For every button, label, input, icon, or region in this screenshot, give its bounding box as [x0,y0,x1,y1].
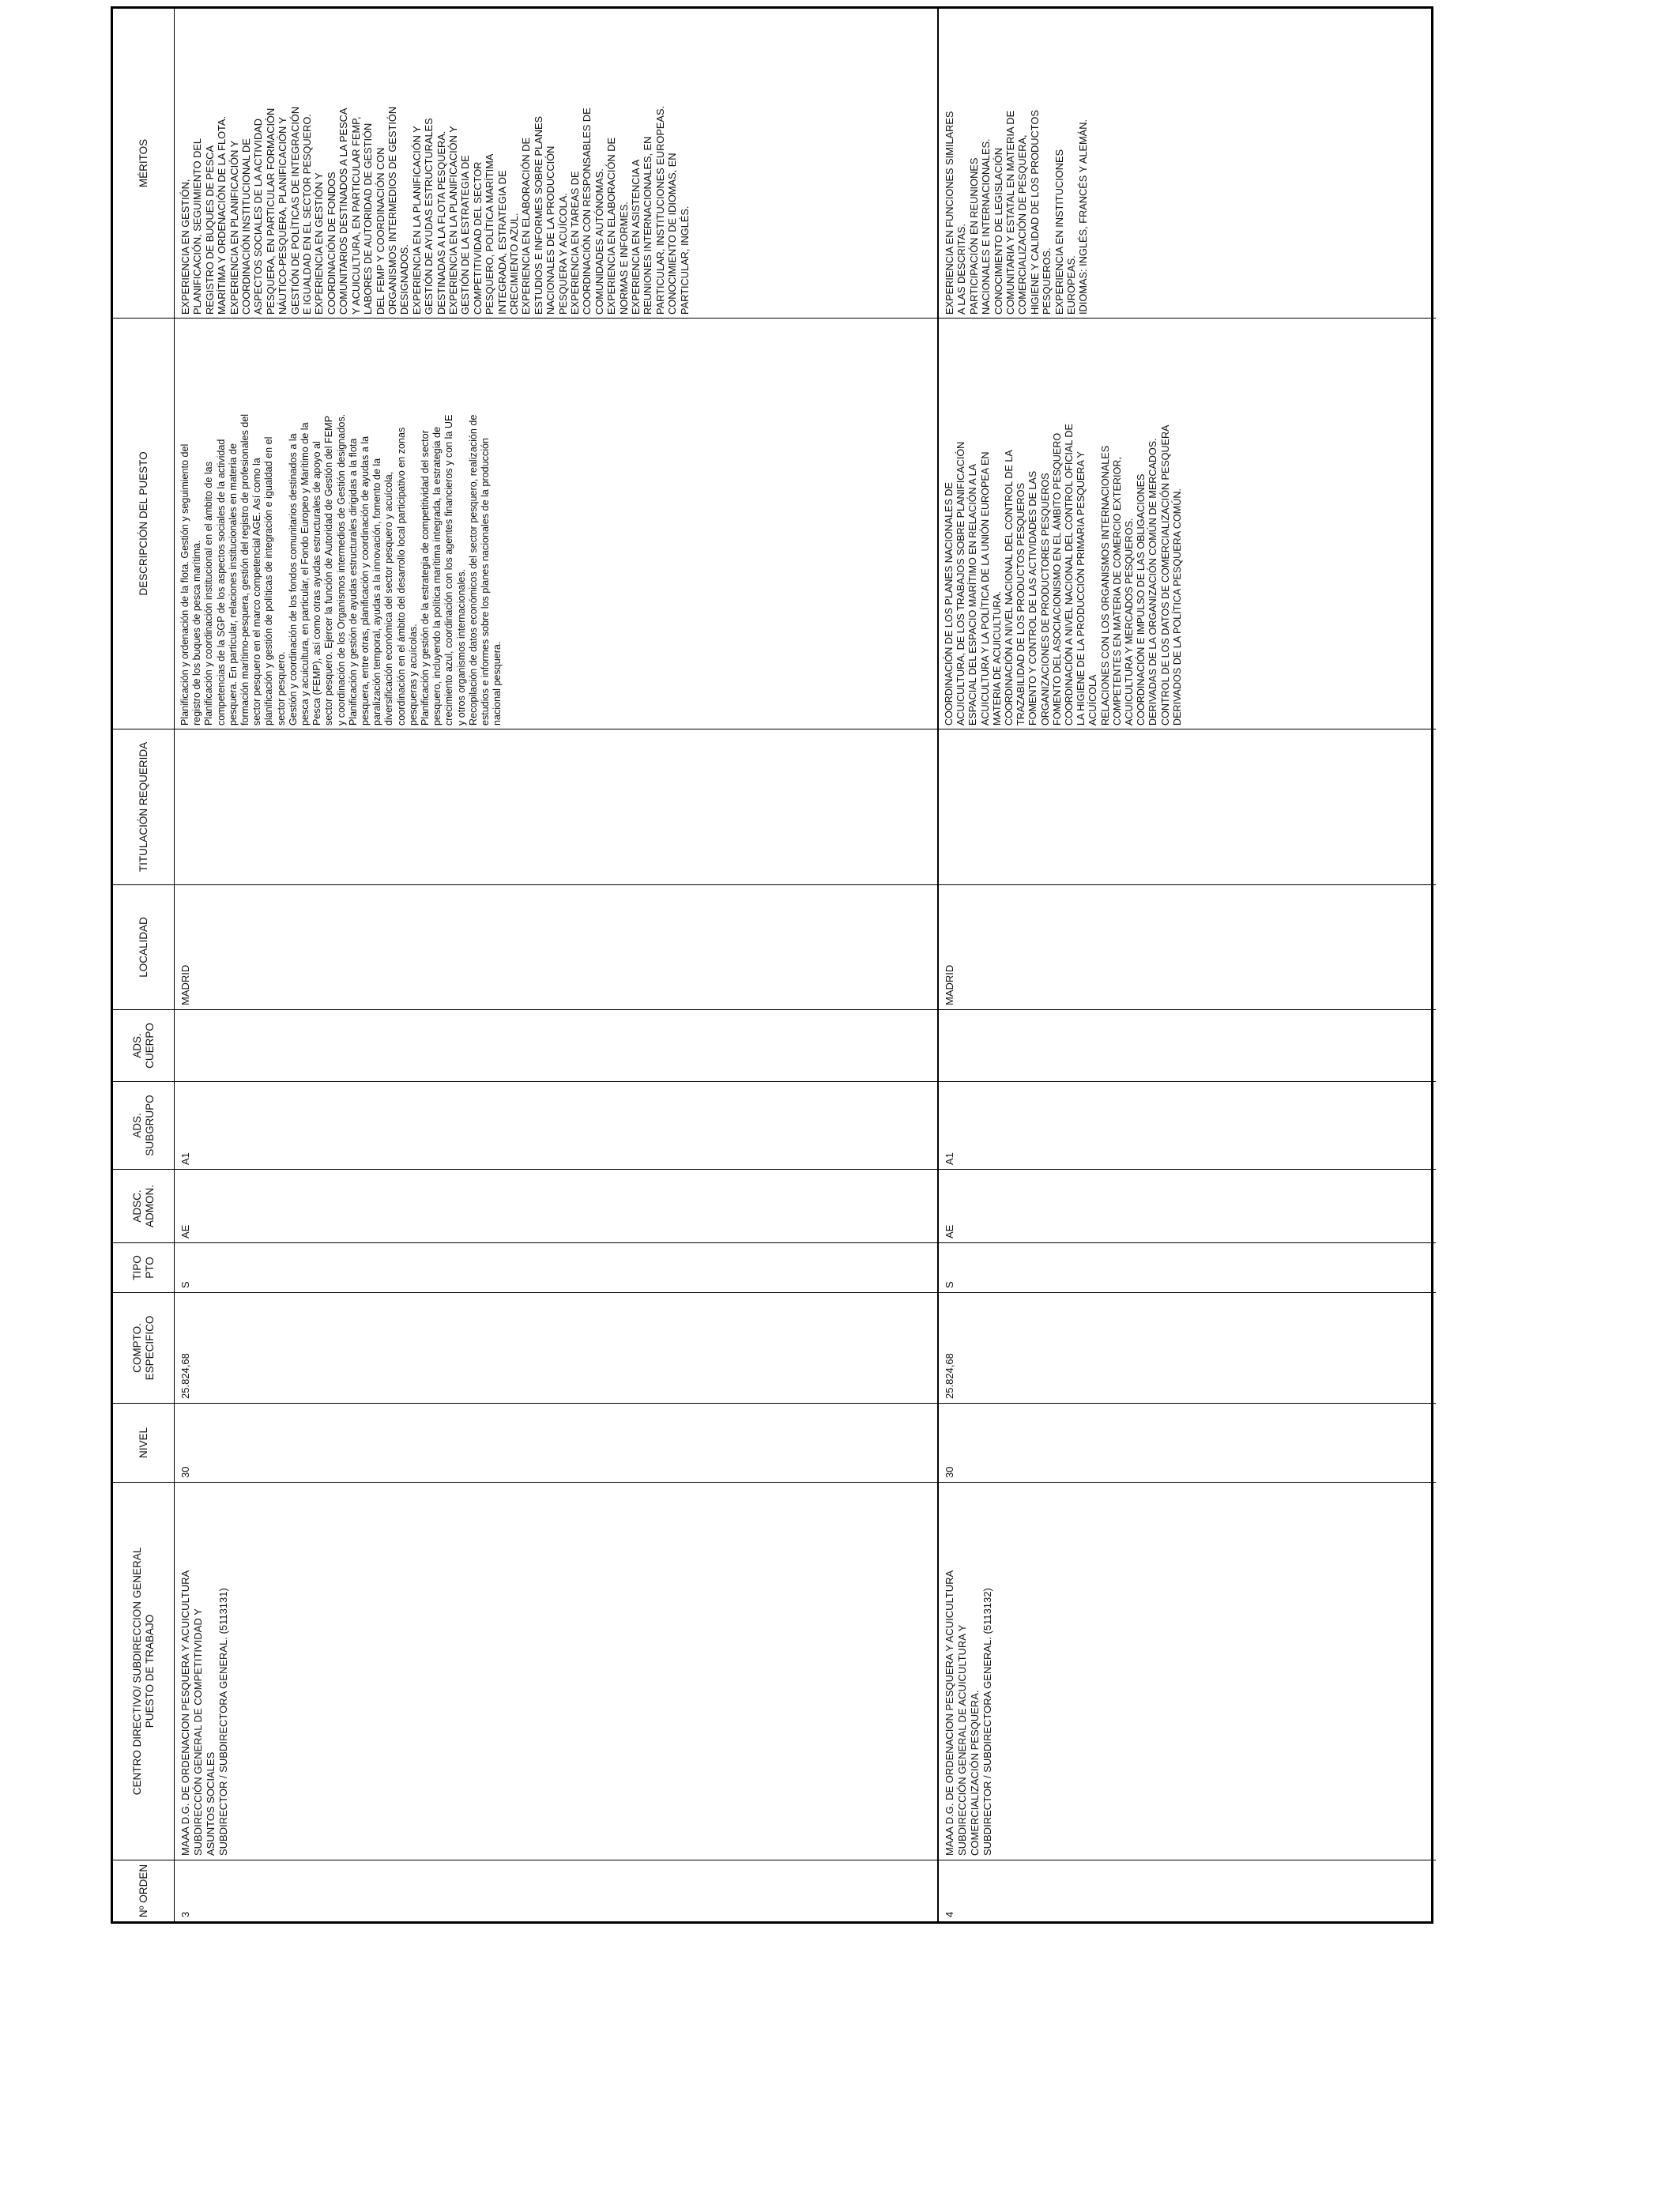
row-4-compto: 25.824,68 [939,1292,1436,1403]
header-compto: COMPTO. ESPECIFICO [113,1292,175,1403]
positions-table [111,6,1433,1924]
row-4-meritos: EXPERIENCIA EN FUNCIONES SIMILARES A LAS DESCRITAS. PARTICIPACIÓN EN REUNIONES NACIONALES E INTERNACIONALES. CONOCIMIENTO DE LEGISLACIÓN COMUNITARIA Y ESTATAL EN MATERIA DE COMERCIALIZACIÓN DE PESQUERA, HIGIENE Y CALIDAD DE LOS PRODUCTOS PESQUEROS. EXPERIENCIA EN INSTITUCIONES EUROPEAS. IDIOMAS: INGLÉS, FRANCÉS Y ALEMÁN. [944,110,1090,315]
row-4-localidad: MADRID [939,884,1436,1009]
header-descripcion: DESCRIPCIÓN DEL PUESTO [113,318,175,729]
row-3-meritos: EXPERIENCIA EN GESTIÓN, PLANIFICACIÓN, SEGUIMIENTO DEL REGISTRO DE BUQUES DE PESCA MARÍTIMA Y ORDENACIÓN DE LA FLOTA. EXPERIENCIA EN PLANIFICACIÓN Y COORDINACIÓN INSTITUCIONAL DE ASPECTOS SOCIALES DE LA ACTIVIDAD PESQUERA, EN PARTICULAR FORMACIÓN NÁUTICO-PESQUERA, PLANIFICACIÓN Y GESTIÓN DE POLÍTICAS DE INTEGRACIÓN E IGUALDAD EN EL SECTOR PESQUERO. EXPERIENCIA EN GESTIÓN Y COORDINACIÓN DE FONDOS COMUNITARIOS DESTINADOS A LA PESCA Y ACUICULTURA, EN PARTICULAR FEMP, LABORES DE AUTORIDAD DE GESTIÓN DEL FEMP Y COORDINACIÓN CON ORGANISMOS INTERMEDIOS DE GESTIÓN DESIGNADOS. EXPERIENCIA EN LA PLANIFICACIÓN Y GESTIÓN DE AYUDAS ESTRUCTURALES DESTINADAS A LA FLOTA PESQUERA. EXPERIENCIA EN LA PLANIFICACIÓN Y GESTIÓN DE LA ESTRATEGIA DE COMPETITIVIDAD DEL SECTOR PESQUERO, POLÍTICA MARÍTIMA INTEGRADA, ESTRATEGIA DE CRECIMIENTO AZUL. EXPERIENCIA EN ELABORACIÓN DE ESTUDIOS E INFORMES SOBRE PLANES NACIONALES DE LA PRODUCCIÓN PESQUERA Y ACUÍCOLA. EXPERIENCIA EN TAREAS DE COORDINACIÓN CON RESPONSABLES DE COMUNIDADES AUTÓNOMAS. EXPERIENCIA EN ELABORACIÓN DE NORMAS E INFORMES. EXPERIENCIA EN ASISTENCIA A REUNIONES INTERNACIONALES, EN PARTICULAR, INSTITUCIONES EUROPEAS. CONOCIMIENTO DE IDIOMAS, EN PARTICULAR, INGLÉS. [175,9,939,318]
row-4-orden: 4 [939,1860,1436,1921]
row-3-adsc-admon: AE [175,1169,939,1242]
row-4-titulacion [939,729,1436,884]
row-3-nivel: 30 [175,1403,939,1482]
row-3-ads-subgrupo: A1 [175,1081,939,1169]
row-3-ads-cuerpo [175,1009,939,1081]
header-localidad: LOCALIDAD [113,884,175,1009]
row-3-compto: 25.824,68 [175,1292,939,1403]
header-ads-subgrupo: ADS. SUBGRUPO [113,1081,175,1169]
header-titulacion: TITULACIÓN REQUERIDA [113,729,175,884]
header-meritos: MÉRITOS [113,9,175,318]
row-4-descripcion: COORDINACIÓN DE LOS PLANES NACIONALES DE ACUICULTURA, DE LOS TRABAJOS SOBRE PLANIFICACIÓN ESPACIAL DEL ESPACIO MARÍTIMO EN RELACIÓN A LA ACUICULTURA Y LA POLÍTICA DE LA UNIÓN EUROPEA EN MATERIA DE ACUICULTURA. COORDINACIÓN A NIVEL NACIONAL DEL CONTROL DE LA TRAZABILIDAD DE LOS PRODUCTOS PESQUEROS FOMENTO Y CONTROL DE LAS ACTIVIDADES DE LAS ORGANIZACIONES DE PRODUCTORES PESQUEROS FOMENTO DEL ASOCIACIONISMO EN EL ÁMBITO PESQUERO COORDINACIÓN A NIVEL NACIONAL DEL CONTROL OFICIAL DE LA HIGIENE DE LA PRODUCCIÓN PRIMARIA PESQUERA Y ACUÍCOLA RELACIONES CON LOS ORGANISMOS INTERNACIONALES COMPETENTES EN MATERIA DE COMERCIO EXTERIOR, ACUICULTURA Y MERCADOS PESQUEROS. COORDINACIÓN E IMPULSO DE LAS OBLIGACIONES DERIVADAS DE LA ORGANIZACIÓN COMÚN DE MERCADOS. CONTROL DE LOS DATOS DE COMERCIALIZACIÓN PESQUERA DERIVADOS DE LA POLÍTICA PESQUERA COMÚN. [939,318,1436,729]
row-4-ads-subgrupo: A1 [939,1081,1436,1169]
row-4-adsc-admon: AE [939,1169,1436,1242]
row-3-localidad: MADRID [175,884,939,1009]
header-orden: Nº ORDEN [113,1860,175,1921]
row-3-orden: 3 [175,1860,939,1921]
row-4-ads-cuerpo [939,1009,1436,1081]
row-3-tipo: S [175,1242,939,1292]
header-tipo: TIPO PTO [113,1242,175,1292]
row-3-centro: MAAA D.G. DE ORDENACION PESQUERA Y ACUICULTURA SUBDIRECCIÓN GENERAL DE COMPETITIVIDAD Y ASUNTOS SOCIALES SUBDIRECTOR / SUBDIRECTORA GENERAL. (5113131) [175,1482,939,1860]
header-centro: CENTRO DIRECTIVO/ SUBDIRECCION GENERAL PUESTO DE TRABAJO [113,1482,175,1860]
row-3-titulacion [175,729,939,884]
row-4-centro: MAAA D.G. DE ORDENACION PESQUERA Y ACUICULTURA SUBDIRECCIÓN GENERAL DE ACUICULTURA Y COMERCIALIZACIÓN PESQUERA. SUBDIRECTOR / SUBDIRECTORA GENERAL. (5113132) [939,1482,1436,1860]
row-3-descripcion: Planificación y ordenación de la flota. Gestión y seguimiento del registro de los buques de pesca marítima. Planificación y coordinación institucional en el ámbito de las competencias de la SGP de los aspectos sociales de la actividad pesquera. En particular, relaciones institucionales en materia de formación marítimo-pesquera, gestión del registro de profesionales del sector pesquero en el marco competencial AGE. Así como la planificación y gestión de políticas de integración e igualdad en el sector pesquero. Gestión y coordinación de los fondos comunitarios destinados a la pesca y acuicultura, en particular, el Fondo Europeo y Marítimo de la Pesca (FEMP), así como otras ayudas estructurales de apoyo al sector pesquero. Ejercer la función de Autoridad de Gestión del FEMP y coordinación de los Organismos intermedios de Gestión designados. Planificación y gestión de ayudas estructurales dirigidas a la flota pesquera, entre otras, planificación y coordinación de ayudas a la paralización temporal, ayudas a la innovación, fomento de la diversificación económica del sector pesquero y acuícola, coordinación en el ámbito del desarrollo local participativo en zonas pesqueras y acuícolas. Planificación y gestión de la estrategia de competitividad del sector pesquero, incluyendo la política marítima integrada, la estrategia de crecimiento azul, coordinación con los agentes financieros y con la UE y otros organismos internacionales. Recopilación de datos económicos del sector pesquero, realización de estudios e informes sobre los planes nacionales de la producción nacional pesquera. [175,318,939,729]
header-ads-cuerpo: ADS. CUERPO [113,1009,175,1081]
header-adsc-admon: ADSC. ADMON. [113,1169,175,1242]
row-4-nivel: 30 [939,1403,1436,1482]
row-4-tipo: S [939,1242,1436,1292]
header-nivel: NIVEL [113,1403,175,1482]
